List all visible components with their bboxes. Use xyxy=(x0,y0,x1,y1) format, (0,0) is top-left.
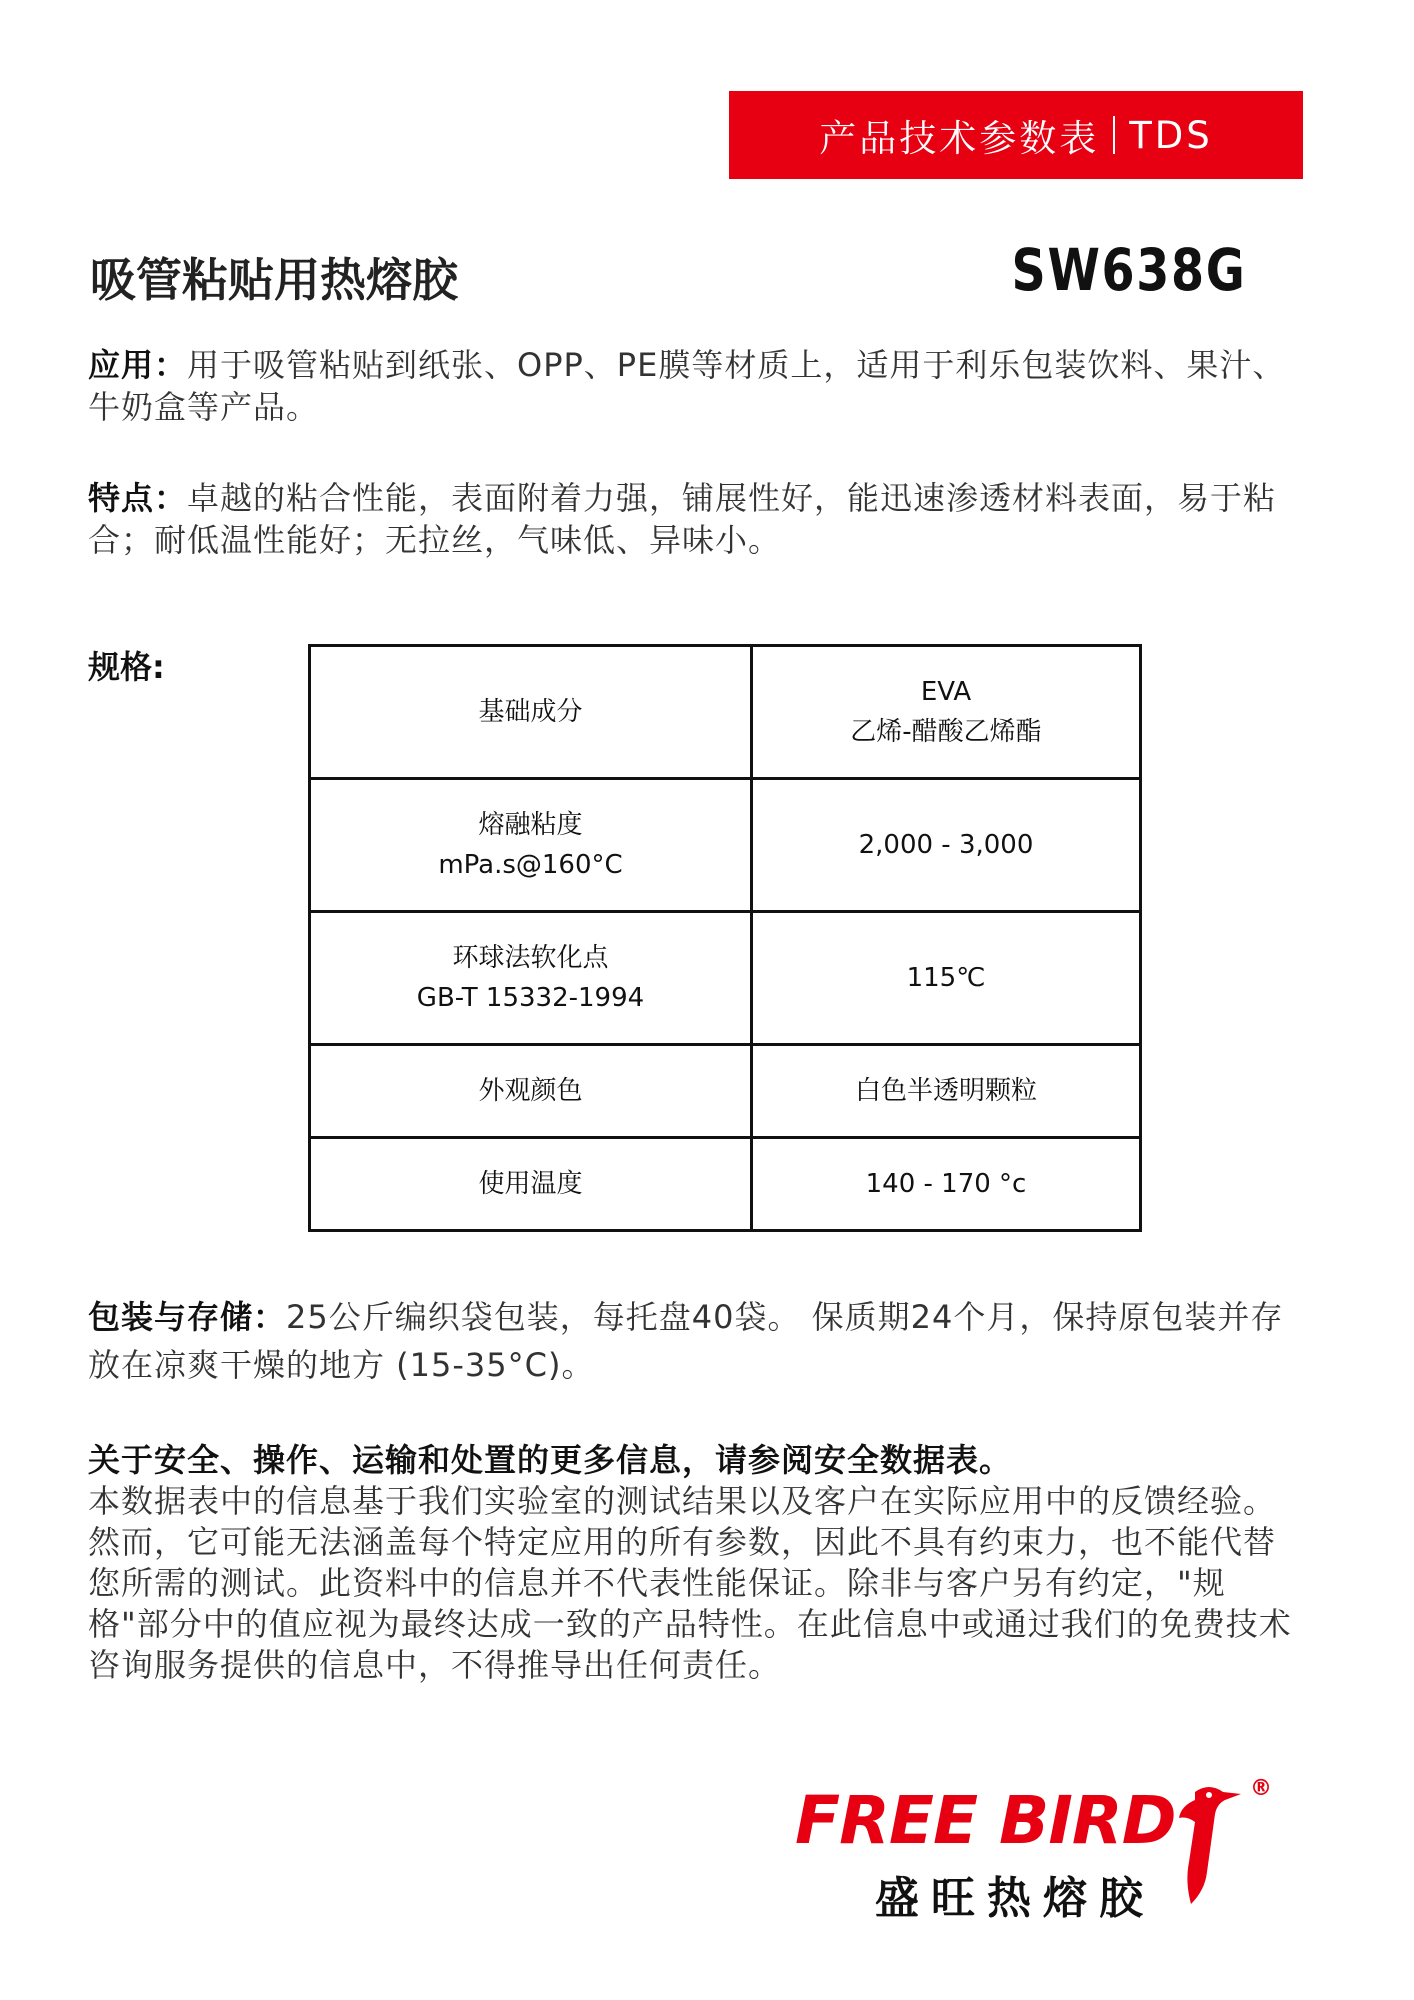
spec-value-line1: 白色半透明颗粒 xyxy=(854,1076,1037,1106)
table-row xyxy=(310,912,1141,1045)
table-row xyxy=(310,1138,1141,1231)
spec-value xyxy=(752,1045,1141,1138)
spec-key xyxy=(310,646,752,779)
spec-value xyxy=(752,646,1141,779)
application-section xyxy=(88,344,1288,428)
spec-table xyxy=(308,644,1142,1232)
spec-value-line1: 2,000 - 3,000 xyxy=(858,830,1034,860)
spec-value xyxy=(752,1138,1141,1231)
table-row xyxy=(310,646,1141,779)
product-code: SW638G xyxy=(1011,236,1246,304)
packaging-section xyxy=(88,1293,1288,1389)
packaging-text: 25公斤编织袋包装，每托盘40袋。 保质期24个月，保持原包装并存放在凉爽干燥的地方 (15-35°C)。 xyxy=(88,1298,1284,1384)
spec-value-line1: EVA xyxy=(920,677,972,707)
banner-code: TDS xyxy=(1129,113,1213,157)
features-label: 特点： xyxy=(88,479,188,517)
spec-value xyxy=(752,779,1141,912)
banner-title: 产品技术参数表 xyxy=(819,117,1100,160)
logo-subtitle: 盛旺热熔胶 xyxy=(875,1873,1155,1924)
spec-key-line1: 基础成分 xyxy=(478,697,583,727)
logo-brand-text: FREE BIRD xyxy=(795,1782,1176,1859)
spec-key-line2: mPa.s@160°C xyxy=(438,850,623,880)
safety-text: 本数据表中的信息基于我们实验室的测试结果以及客户在实际应用中的反馈经验。然而，它可能无法涵盖每个特定应用的所有参数，因此不具有约束力，也不能代替您所需的测试。此资料中的信息并不代表性能保证。除非与客户另有约定，"规格"部分中的值应视为最终达成一致的产品特性。在此信息中或通过我们的免费技术咨询服务提供的信息中，不得推导出任何责任。 xyxy=(88,1482,1292,1684)
spec-key-line1: 使用温度 xyxy=(478,1169,583,1199)
packaging-label: 包装与存储： xyxy=(88,1298,287,1336)
application-text: 用于吸管粘贴到纸张、OPP、PE膜等材质上，适用于利乐包装饮料、果汁、牛奶盒等产品。 xyxy=(88,346,1286,426)
spec-key xyxy=(310,779,752,912)
application-label: 应用： xyxy=(88,346,188,384)
table-row xyxy=(310,779,1141,912)
bird-icon xyxy=(1165,1782,1245,1907)
product-name: 吸管粘贴用热熔胶 xyxy=(90,253,458,307)
table-row xyxy=(310,1045,1141,1138)
safety-section xyxy=(88,1440,1298,1686)
features-text: 卓越的粘合性能，表面附着力强，铺展性好，能迅速渗透材料表面，易于粘合；耐低温性能好；无拉丝，气味低、异味小。 xyxy=(88,479,1277,559)
spec-value xyxy=(752,912,1141,1045)
spec-label: 规格: xyxy=(88,648,165,686)
spec-key-line1: 熔融粘度 xyxy=(478,810,583,840)
banner-divider xyxy=(1113,116,1115,154)
registered-mark: ® xyxy=(1250,1776,1272,1801)
spec-value-line1: 115℃ xyxy=(906,963,986,993)
spec-key xyxy=(310,912,752,1045)
spec-key-line1: 外观颜色 xyxy=(478,1076,583,1106)
spec-value-line1: 140 - 170 °c xyxy=(865,1169,1027,1199)
spec-key-line2: GB-T 15332-1994 xyxy=(416,983,645,1013)
safety-heading: 关于安全、操作、运输和处置的更多信息，请参阅安全数据表。 xyxy=(88,1441,1013,1479)
spec-key-line1: 环球法软化点 xyxy=(452,943,609,973)
features-section xyxy=(88,477,1288,561)
spec-key xyxy=(310,1138,752,1231)
spec-key xyxy=(310,1045,752,1138)
brand-logo xyxy=(795,1776,1275,1924)
spec-value-line2: 乙烯-醋酸乙烯酯 xyxy=(850,717,1042,747)
tds-banner xyxy=(729,91,1303,179)
